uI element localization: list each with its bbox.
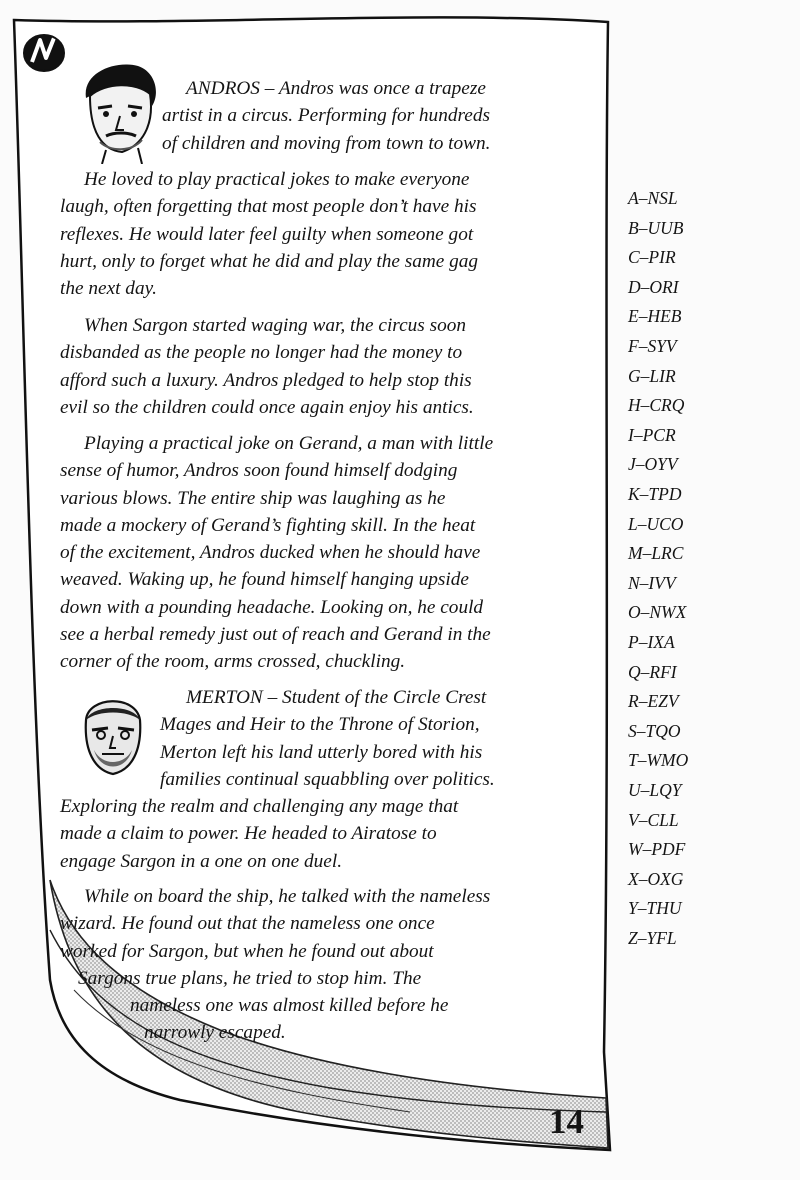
- text-line: afford such a luxury. Andros pledged to help stop this: [60, 369, 472, 391]
- andros-paragraph-war: [60, 312, 474, 421]
- cipher-entry: N–IVV: [628, 572, 676, 593]
- cipher-entry: B–UUB: [628, 217, 684, 238]
- text-line: Playing a practical joke on Gerand, a man with little: [84, 433, 494, 454]
- text-line: weaved. Waking up, he found himself hanging upside: [60, 569, 469, 591]
- page-number: 14: [549, 1102, 584, 1141]
- text-line: the next day.: [60, 278, 157, 300]
- text-line: families continual squabbling over politics.: [160, 768, 495, 790]
- text-line: Exploring the realm and challenging any mage that: [60, 796, 459, 817]
- text-line: disbanded as the people no longer had the money to: [60, 342, 463, 364]
- text-line: MERTON – Student of the Circle Crest: [186, 687, 487, 708]
- cipher-entry: L–UCO: [628, 513, 684, 534]
- text-line: reflexes. He would later feel guilty when someone got: [60, 223, 474, 245]
- circle-logo-icon: [22, 32, 68, 74]
- merton-paragraph-realm: [60, 793, 458, 875]
- cipher-entry: T–WMO: [628, 750, 689, 771]
- cipher-entry: V–CLL: [628, 809, 679, 830]
- cipher-entry: E–HEB: [628, 306, 682, 327]
- cipher-entry: K–TPD: [628, 484, 682, 504]
- text-line: Sargons true plans, he tried to stop him. The: [78, 967, 422, 989]
- text-line: made a mockery of Gerand’s fighting skill. In the heat: [60, 514, 476, 536]
- text-line: He loved to play practical jokes to make everyone: [84, 169, 470, 190]
- text-line: various blows. The entire ship was laughing as he: [60, 487, 446, 509]
- cipher-entry: S–TQO: [628, 720, 681, 741]
- text-line: down with a pounding headache. Looking on, he could: [60, 596, 484, 618]
- cipher-entry: R–EZV: [628, 691, 679, 712]
- text-line: worked for Sargon, but when he found out about: [60, 940, 434, 962]
- text-line: wizard. He found out that the nameless one once: [60, 913, 435, 935]
- text-line: engage Sargon in a one on one duel.: [60, 850, 343, 872]
- cipher-entry: U–LQY: [628, 780, 682, 800]
- merton-portrait-icon: [78, 690, 148, 778]
- andros-paragraph-jokes: [60, 166, 478, 302]
- text-line: laugh, often forgetting that most people don’t have his: [60, 196, 477, 218]
- cipher-entry: D–ORI: [628, 276, 679, 297]
- merton-paragraph-ship: [60, 883, 490, 1047]
- andros-paragraph-gerand: [60, 430, 493, 676]
- cipher-entry: Q–RFI: [628, 661, 677, 682]
- text-line: When Sargon started waging war, the circus soon: [84, 315, 467, 336]
- cipher-entry: C–PIR: [628, 247, 676, 268]
- cipher-entry: X–OXG: [628, 868, 684, 889]
- cipher-entry: Y–THU: [628, 898, 682, 919]
- text-line: sense of humor, Andros soon found himself dodging: [60, 460, 458, 482]
- text-line: evil so the children could once again enjoy his antics.: [60, 396, 474, 418]
- cipher-entry: G–LIR: [628, 365, 676, 386]
- text-line: artist in a circus. Performing for hundreds: [162, 105, 490, 127]
- cipher-entry: M–LRC: [628, 543, 684, 564]
- text-line: made a claim to power. He headed to Airatose to: [60, 823, 437, 845]
- cipher-entry: H–CRQ: [628, 395, 685, 416]
- text-line: ANDROS – Andros was once a trapeze: [186, 78, 486, 99]
- text-line: of children and moving from town to town.: [162, 132, 491, 154]
- cipher-entry: P–IXA: [628, 632, 675, 652]
- cipher-entry: I–PCR: [628, 424, 676, 445]
- text-line: corner of the room, arms crossed, chuckling.: [60, 651, 406, 673]
- text-line: Merton left his land utterly bored with his: [160, 741, 483, 763]
- text-line: hurt, only to forget what he did and play the same gag: [60, 250, 479, 272]
- text-line: of the excitement, Andros ducked when he should have: [60, 542, 481, 564]
- andros-portrait-icon: [76, 60, 160, 164]
- cipher-entry: F–SYV: [628, 336, 677, 356]
- cipher-entry: O–NWX: [628, 602, 687, 623]
- text-line: Mages and Heir to the Throne of Storion,: [160, 714, 480, 736]
- text-line: While on board the ship, he talked with the nameless: [84, 886, 491, 907]
- text-line: narrowly escaped.: [144, 1022, 286, 1044]
- text-line: see a herbal remedy just out of reach and Gerand in the: [60, 624, 491, 646]
- cipher-entry: J–OYV: [628, 454, 678, 475]
- cipher-entry: A–NSL: [628, 188, 678, 208]
- text-line: nameless one was almost killed before he: [130, 995, 449, 1017]
- andros-intro: [162, 75, 491, 157]
- cipher-entry: Z–YFL: [628, 928, 677, 948]
- merton-intro: [160, 684, 495, 793]
- cipher-entry: W–PDF: [628, 839, 686, 860]
